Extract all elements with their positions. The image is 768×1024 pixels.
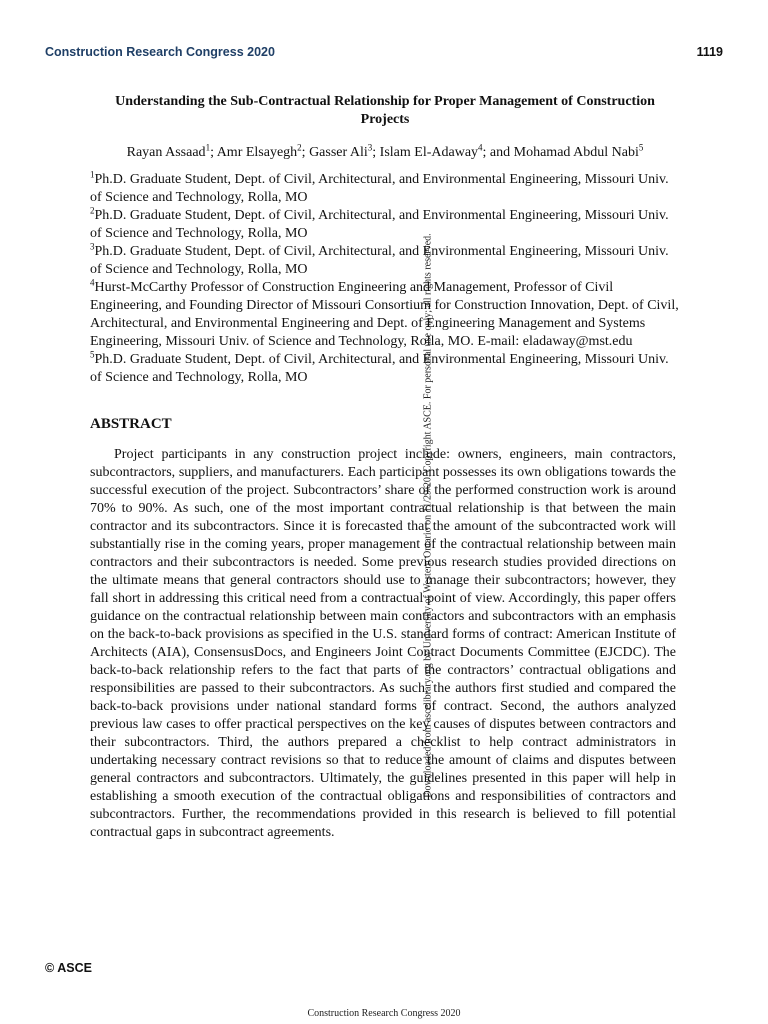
affiliation-sup: 1	[90, 169, 95, 180]
affiliation	[90, 207, 682, 243]
author-name: Islam El-Adaway	[379, 145, 479, 160]
affiliation	[90, 171, 682, 207]
author-separator: ; and	[482, 145, 514, 160]
author-sup: 3	[367, 142, 373, 153]
affiliation-sup: 3	[90, 241, 95, 252]
affiliation-text: Ph.D. Graduate Student, Dept. of Civil, Architectural, and Environmental Engineering, Missouri Univ. of Science and Technology, Rolla, MO	[90, 208, 669, 241]
running-footer: Construction Research Congress 2020	[307, 1008, 461, 1019]
author-sup: 2	[297, 142, 302, 153]
author-separator: ;	[301, 145, 310, 160]
page-number: 1119	[696, 45, 723, 59]
author-separator: ;	[210, 145, 217, 160]
affiliation-text: Ph.D. Graduate Student, Dept. of Civil, Architectural, and Environmental Engineering, Missouri Univ. of Science and Technology, Rolla, MO	[90, 244, 669, 277]
affiliation-sup: 4	[90, 277, 95, 288]
affiliations	[90, 171, 682, 387]
abstract-heading: ABSTRACT	[90, 416, 172, 432]
affiliation	[90, 279, 682, 351]
author-separator: ;	[372, 145, 380, 160]
paper-title: Understanding the Sub-Contractual Relationship for Proper Management of Construction Projects	[115, 94, 655, 127]
author-name: Mohamad Abdul Nabi	[513, 145, 639, 160]
author-name: Amr Elsayegh	[216, 145, 298, 160]
copyright-notice: © ASCE	[45, 961, 92, 975]
affiliation-sup: 2	[90, 205, 95, 216]
author-name: Rayan Assaad	[126, 145, 206, 160]
author-sup: 4	[478, 142, 483, 153]
affiliation-sup: 5	[90, 349, 95, 360]
author-sup: 5	[638, 142, 644, 153]
affiliation-text: Ph.D. Graduate Student, Dept. of Civil, Architectural, and Environmental Engineering, Missouri Univ. of Science and Technology, Rolla, MO	[90, 172, 669, 205]
affiliation	[90, 351, 682, 387]
affiliation-text: Ph.D. Graduate Student, Dept. of Civil, Architectural, and Environmental Engineering, Missouri Univ. of Science and Technology, Rolla, MO	[90, 352, 669, 385]
affiliation-text: Hurst-McCarthy Professor of Construction Engineering and Management, Professor of Civil Engineering, and Founding Director of Missouri Consortium for Construction Innovation, Dept. of Civil, Architectural, and Environmental Engineering and Dept. of Engineering Management and Systems Engineering, Missouri Univ. of Science and Technology, Rolla, MO. E-mail: eladaway@mst.edu	[90, 280, 679, 349]
author-sup: 1	[205, 142, 211, 153]
running-header-journal: Construction Research Congress 2020	[45, 45, 275, 59]
abstract-body: Project participants in any construction project include: owners, engineers, main contractors, subcontractors, suppliers, and manufacturers. Each participant possesses its own obligations towards the successful execution of the project. Subcontractors’ share of the performed construction work is around 70% to 90%. As such, one of the most important contractual relationship is that between the main contractor and its subcontractors. Since it is forecasted that the amount of the subcontracted work will substantially rise in the coming years, proper management of the contractual relationship between main contractors and their subcontractors is needed. Some previous research studies provided directions on the ultimate means that general contractors should use to manage their subcontractors; however, they fall short in addressing this critical need from a contractual point of view. Accordingly, this paper offers guidance on the contractual relationship between main contractors and subcontractors with an emphasis on the back-to-back provisions as specified in the U.S. standard forms of contract: American Institute of Architects (AIA), ConsensusDocs, and Engineers Joint Contract Documents Committee (EJCDC). The back-to-back relationship refers to the fact that parts of the contractors’ contractual obligations and responsibilities are passed to their subcontractors. As such, the authors first studied and compared the back-to-back provisions under national standard forms of contract. Second, the authors analyzed previous law cases to offer practical perspectives on the key causes of disputes between contractors and their subcontractors. Third, the authors prepared a checklist to help contract administrators in undertaking necessary contract revisions so that to reduce the amount of claims and disputes between general contractors and subcontractors. Ultimately, the guidelines presented in this paper will help in establishing a smooth execution of the contractual obligations and responsibilities of contractors and subcontractors. Further, the recommendations provided in this research is believed to fill potential contractual gaps in subcontract agreements.	[90, 447, 676, 840]
affiliation	[90, 243, 682, 279]
author-list	[90, 144, 680, 161]
download-notice: Downloaded from ascelibrary.org by University of Western Ontario on 11/29/20. Copyright ASCE. For personal use only; all rights reserved.	[422, 233, 434, 798]
author-name: Gasser Ali	[309, 145, 368, 160]
